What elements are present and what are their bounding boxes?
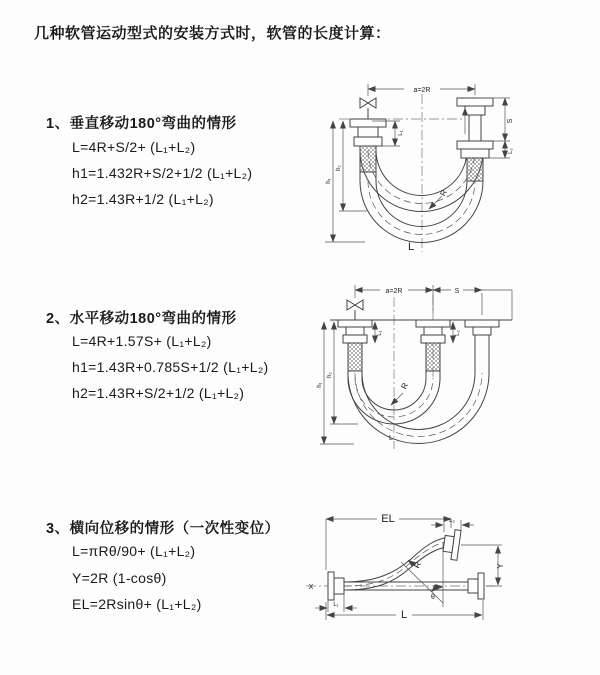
u-bend-hose-position-2 <box>360 172 483 242</box>
dim-h2-label: h₂ <box>327 372 333 378</box>
lateral-displacement-diagram <box>298 502 598 647</box>
dim-l2-label: L₂ <box>455 330 461 336</box>
horizontal-bend-diagram <box>310 283 595 453</box>
dim-l2-label: L₂ <box>449 518 455 524</box>
section-3-heading: 3、横向位移的情形（一次性变位） <box>46 521 280 537</box>
middle-hose-fitting <box>416 320 450 371</box>
section-3-formula-EL: EL=2Rsinθ+ (L₁+L₂) <box>72 596 202 612</box>
right-flange <box>478 573 484 599</box>
left-hose-fitting <box>350 119 386 172</box>
dim-l1-label: L₁ <box>333 602 339 608</box>
valve-icon <box>360 98 376 119</box>
dim-h2-label: h₂ <box>336 165 342 171</box>
braided-hose-hatch <box>426 343 440 371</box>
valve-icon <box>347 300 363 320</box>
u-bend-hose-position-1 <box>360 150 483 211</box>
braided-hose-hatch <box>360 146 376 172</box>
section-2-formula-L: L=4R+1.57S+ (L₁+L₂) <box>72 333 212 349</box>
theta-label: θ <box>431 594 435 601</box>
upper-flange <box>442 528 461 560</box>
dim-l2-label: L₂ <box>508 148 514 154</box>
section-2-heading: 2、水平移动180°弯曲的情形 <box>46 311 237 327</box>
radius-leader <box>391 393 403 405</box>
left-hose-fitting <box>338 320 372 371</box>
el-label: EL <box>381 513 395 525</box>
right-pipe-assembly <box>457 98 493 181</box>
vertical-bend-diagram <box>315 76 590 256</box>
right-hose-fitting <box>465 320 499 335</box>
dim-h1-label: h₁ <box>326 178 332 184</box>
section-3-formula-L: L=πRθ/90+ (L₁+L₂) <box>72 543 196 559</box>
u-bend-hose-displaced <box>348 335 489 443</box>
section-1-formula-L: L=4R+S/2+ (L₁+L₂) <box>72 139 196 155</box>
dim-span-label: a=2R <box>413 87 431 94</box>
dim-span-label: a=2R <box>385 288 403 295</box>
braided-hose-hatch <box>348 343 362 371</box>
section-1-heading: 1、垂直移动180°弯曲的情形 <box>46 116 237 132</box>
length-label: L <box>407 241 415 253</box>
dim-l1-label: L₁ <box>398 130 404 136</box>
radius-label: R <box>412 560 424 570</box>
left-flange <box>328 572 334 600</box>
section-2-formula-h1: h1=1.43R+0.785S+1/2 (L₁+L₂) <box>72 359 269 375</box>
braided-hose-hatch <box>467 158 483 181</box>
section-3-formula-Y: Y=2R (1-cosθ) <box>72 570 167 586</box>
section-1-formula-h2: h2=1.43R+1/2 (L₁+L₂) <box>72 191 214 207</box>
dim-s-label: S <box>507 118 514 124</box>
radius-label: R <box>438 188 450 198</box>
dim-l1-label: L₁ <box>377 330 383 336</box>
dim-s-label: S <box>454 288 460 295</box>
page-title: 几种软管运动型式的安装方式时，软管的长度计算： <box>34 25 391 42</box>
section-2-formula-h2: h2=1.43R+S/2+1/2 (L₁+L₂) <box>72 385 245 401</box>
section-1-formula-h1: h1=1.432R+S/2+1/2 (L₁+L₂) <box>72 165 253 181</box>
dim-h1-label: h₁ <box>317 382 323 388</box>
angle-construction <box>401 542 443 607</box>
y-label: Y <box>496 563 505 569</box>
length-label: L <box>389 435 393 442</box>
x-axis-label: X <box>308 584 314 591</box>
dimension-lines <box>315 512 502 620</box>
length-label: L <box>400 609 408 621</box>
radius-label: R <box>399 381 411 391</box>
